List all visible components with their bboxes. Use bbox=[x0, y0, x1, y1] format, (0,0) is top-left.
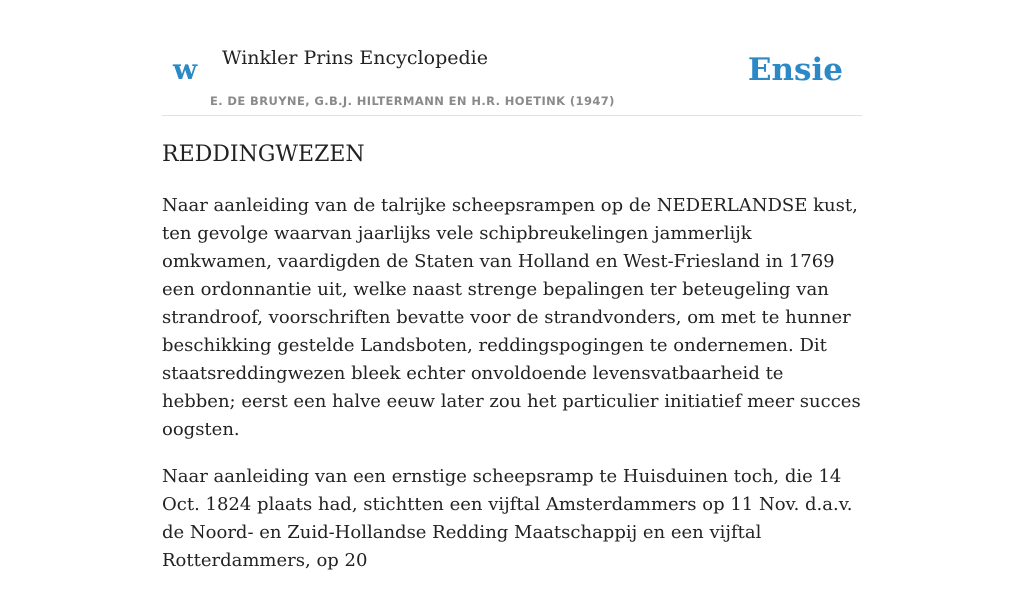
entry-paragraph: Naar aanleiding van een ernstige scheepsramp te Huisduinen toch, die 14 Oct. 1824 plaats had, stichtten een vijftal Amsterdammers op 11 Nov. d.a.v. de Noord- en Zuid-Hollandse Redding Maatschappij en een vijftal Rotterdammers, op 20 bbox=[162, 466, 853, 571]
entry-body bbox=[162, 192, 862, 594]
source-title-link[interactable]: Winkler Prins Encyclopedie bbox=[222, 47, 488, 69]
entry-paragraph: Naar aanleiding van de talrijke scheepsrampen op de NEDERLANDSE kust, ten gevolge waarvan jaarlijks vele schipbreukelingen jammerlijk omkwamen, vaardigden de Staten van Holland en West-Friesland in 1769 een ordonnantie uit, welke naast strenge bepalingen ter beteugeling van strandroof, voorschriften bevatte voor de strandvonders, om met te hunner beschikking gestelde Landsboten, reddingspogingen te ondernemen. Dit staatsreddingwezen bleek echter onvoldoende levensvatbaarheid te hebben; eerst een halve eeuw later zou het particulier initiatief meer succes oogsten. bbox=[162, 195, 861, 440]
entry-title: REDDINGWEZEN bbox=[162, 142, 365, 167]
ensie-brand-logo[interactable]: Ensie bbox=[747, 52, 843, 88]
page bbox=[162, 0, 862, 571]
source-header bbox=[162, 0, 862, 116]
source-logo-icon[interactable]: w bbox=[173, 53, 198, 86]
source-authors: E. DE BRUYNE, G.B.J. HILTERMANN EN H.R. HOETINK (1947) bbox=[210, 94, 615, 108]
